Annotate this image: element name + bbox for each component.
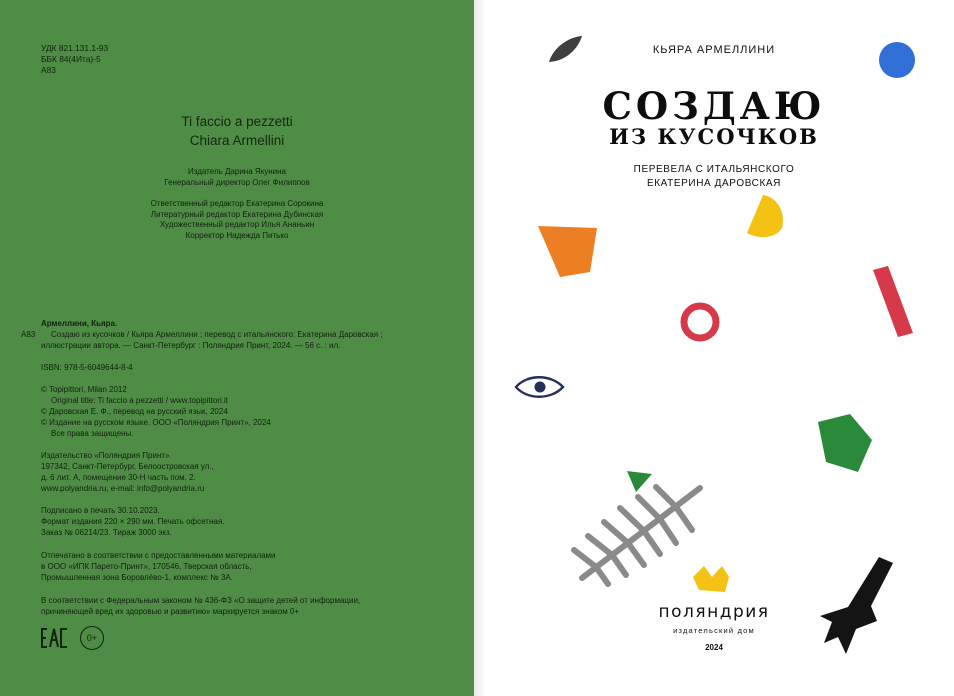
publisher-subtitle: издательский дом <box>673 626 755 635</box>
red-bar-shape <box>873 266 913 337</box>
udk-code: УДК 821.131.1-93 <box>41 43 109 53</box>
yellow-crown-shape <box>693 566 729 592</box>
translator-credit <box>474 163 954 191</box>
author-mark: А83 <box>41 65 56 75</box>
translator-line: ПЕРЕВЕЛА С ИТАЛЬЯНСКОГО <box>633 164 795 175</box>
bib-code: А83 <box>21 330 36 339</box>
yellow-halfmoon-shape <box>747 195 783 237</box>
bib-line: иллюстрации автора. — Санкт-Петербург : Поляндрия Принт, 2024. — 56 с. : ил. <box>41 341 341 350</box>
printer-line: в ООО «ИПК Парето-Принт», 170546, Тверская область, <box>41 562 252 571</box>
book-title-line-2: ИЗ КУСОЧКОВ <box>609 124 819 149</box>
copyright-line: © Topipittori, Milan 2012 <box>41 385 127 394</box>
book-title-line-1: СОЗДАЮ <box>602 84 826 128</box>
credit-line: Ответственный редактор Екатерина Сорокина <box>150 199 324 208</box>
bbk-code: ББК 84(4Ита)-5 <box>41 54 101 64</box>
address-line: 197342, Санкт-Петербург, Белоостровская ул., <box>41 462 214 471</box>
credit-line: Генеральный директор Олег Филиппов <box>164 177 310 187</box>
copyright-line: © Издание на русском языке. ООО «Поляндрия Принт», 2024 <box>41 418 271 427</box>
age-rating-badge: 0+ <box>80 626 104 650</box>
print-line: Заказ № 06214/23. Тираж 3000 экз. <box>41 528 172 537</box>
address-line: д. 6 лит. А, помещение 30-Н часть пом. 2. <box>41 473 196 482</box>
fern-brush-shape <box>574 487 700 584</box>
title-page-author: КЬЯРА АРМЕЛЛИНИ <box>652 44 776 56</box>
translator-line: ЕКАТЕРИНА ДАРОВСКАЯ <box>646 178 782 189</box>
eye-icon <box>516 377 563 397</box>
print-line: Формат издания 220 × 290 мм. Печать офсетная. <box>41 517 225 526</box>
red-ring-shape <box>684 306 716 338</box>
credit-line: Издатель Дарина Якунина <box>188 167 286 176</box>
publication-year: 2024 <box>705 643 723 652</box>
address-line: www.polyandria.ru, e-mail: info@polyandria.ru <box>41 484 205 493</box>
green-triangle-shape <box>627 471 652 492</box>
copyright-line: Original title: Ti faccio a pezzetti / www.topipittori.it <box>51 396 228 405</box>
address-line: Издательство «Поляндрия Принт». <box>41 451 172 460</box>
orange-trapezoid-shape <box>538 226 597 277</box>
law-line: В соответствии с Федеральным законом № 436-ФЗ «О защите детей от информации, <box>41 596 361 605</box>
law-line: причиняющей вред их здоровью и развитию» маркируется знаком 0+ <box>41 607 300 616</box>
credit-line: Литературный редактор Екатерина Дубинская <box>150 209 324 219</box>
bib-author: Армеллини, Кьяра. <box>41 319 118 328</box>
green-pentagon-shape <box>818 414 872 472</box>
copyright-line: Все права защищены. <box>51 429 134 438</box>
original-title: Ti faccio a pezzetti <box>181 114 293 129</box>
credit-line: Художественный редактор Илья Ананьин <box>159 220 315 230</box>
publisher-logo: поляндрия <box>658 602 770 622</box>
copyright-line: © Даровская Е. Ф., перевод на русский язык, 2024 <box>41 407 228 416</box>
bib-line: Создаю из кусочков / Кьяра Армеллини ; перевод с итальянского: Екатерина Даровская ; <box>51 330 383 339</box>
credit-line: Корректор Надежда Питько <box>185 230 289 240</box>
print-line: Подписано в печать 30.10.2023. <box>41 506 160 515</box>
original-author: Chiara Armellini <box>189 133 285 148</box>
printer-line: Промышленная зона Боровлёво-1, комплекс № 3А. <box>41 573 233 582</box>
printer-line: Отпечатано в соответствии с предоставленными материалами <box>41 551 276 560</box>
isbn: ISBN: 978-5-6049644-8-4 <box>41 363 133 372</box>
